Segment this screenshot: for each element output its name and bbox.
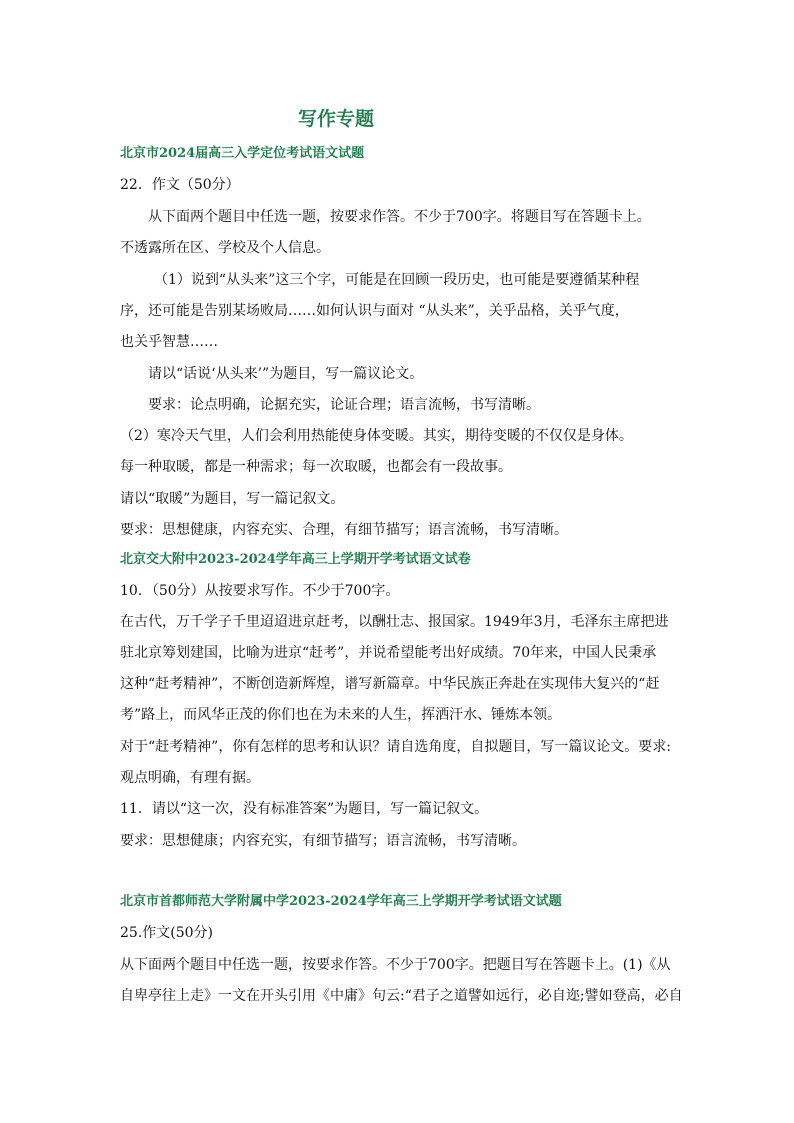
paragraph-line: （1）说到“从头来”这三个字，可能是在回顾一段历史，也可能是要遵循某种程 <box>154 272 640 288</box>
paragraph-line: 对于“赶考精神”，你有怎样的思考和认识？请自选角度，自拟题目，写一篇议论文。要求: <box>120 739 672 755</box>
paragraph-line: 在古代，万千学子千里迢迢进京赶考，以酬壮志、报国家。1949年3月，毛泽东主席把进 <box>120 614 669 630</box>
question-11-heading: 11．请以“这一次，没有标准答案”为题目，写一篇记叙文。 <box>120 801 489 817</box>
paragraph-line: 从下面两个题目中任选一题，按要求作答。不少于700字。将题目写在答题卡上。 <box>148 209 651 225</box>
question-22-heading: 22．作文（50分） <box>120 177 240 193</box>
paragraph-line: 请以“话说‘从头来’”为题目，写一篇议论文。 <box>148 366 424 382</box>
paragraph-line: 请以“取暖”为题目，写一篇记叙文。 <box>120 491 345 507</box>
section-source-2: 北京交大附中2023-2024学年高三上学期开学考试语文试卷 <box>120 552 471 567</box>
paragraph-line: 每一种取暖，都是一种需求；每一次取暖，也都会有一段故事。 <box>120 459 512 475</box>
paragraph-line: 自卑亭往上走》一文在开头引用《中庸》句云:“君子之道譬如远行，必自迩;譬如登高，必自 <box>120 988 683 1004</box>
section-source-3: 北京市首都师范大学附属中学2023-2024学年高三上学期开学考试语文试题 <box>120 894 562 909</box>
paragraph-line: 这种“赶考精神”，不断创造新辉煌，谱写新篇章。中华民族正奔赴在实现伟大复兴的“赶 <box>120 676 660 692</box>
paragraph-line: 要求：论点明确，论据充实，论证合理；语言流畅，书写清晰。 <box>148 397 540 413</box>
question-10-heading: 10．（50分）从按要求写作。不少于700字。 <box>120 583 400 599</box>
paragraph-line: （2）寒冷天气里，人们会利用热能使身体变暖。其实，期待变暖的不仅仅是身体。 <box>120 428 633 444</box>
paragraph-line: 序，还可能是告别某场败局……如何认识与面对 “从头来”，关乎品格，关乎气度， <box>120 303 629 319</box>
question-25-heading: 25.作文(50分) <box>120 925 214 941</box>
paragraph-line: 驻北京筹划建国，比喻为进京“赶考”，并说希望能考出好成绩。70年来，中国人民秉承 <box>120 645 657 661</box>
paragraph-line: 不透露所在区、学校及个人信息。 <box>120 240 330 256</box>
paragraph-line: 要求：思想健康，内容充实、合理，有细节描写；语言流畅，书写清晰。 <box>120 522 568 538</box>
paragraph-line: 考”路上，而风华正茂的你们也在为未来的人生，挥洒汗水、锤炼本领。 <box>120 707 562 723</box>
section-source-1: 北京市2024届高三入学定位考试语文试题 <box>120 146 365 161</box>
paragraph-line: 也关乎智慧…… <box>120 334 218 350</box>
paragraph-line: 观点明确，有理有据。 <box>120 770 260 786</box>
paragraph-line: 从下面两个题目中任选一题，按要求作答。不少于700字。把题目写在答题卡上。(1)《从 <box>120 957 671 973</box>
page-title: 写作专题 <box>297 108 374 130</box>
paragraph-line: 要求：思想健康；内容充实，有细节描写；语言流畅，书写清晰。 <box>120 833 526 849</box>
